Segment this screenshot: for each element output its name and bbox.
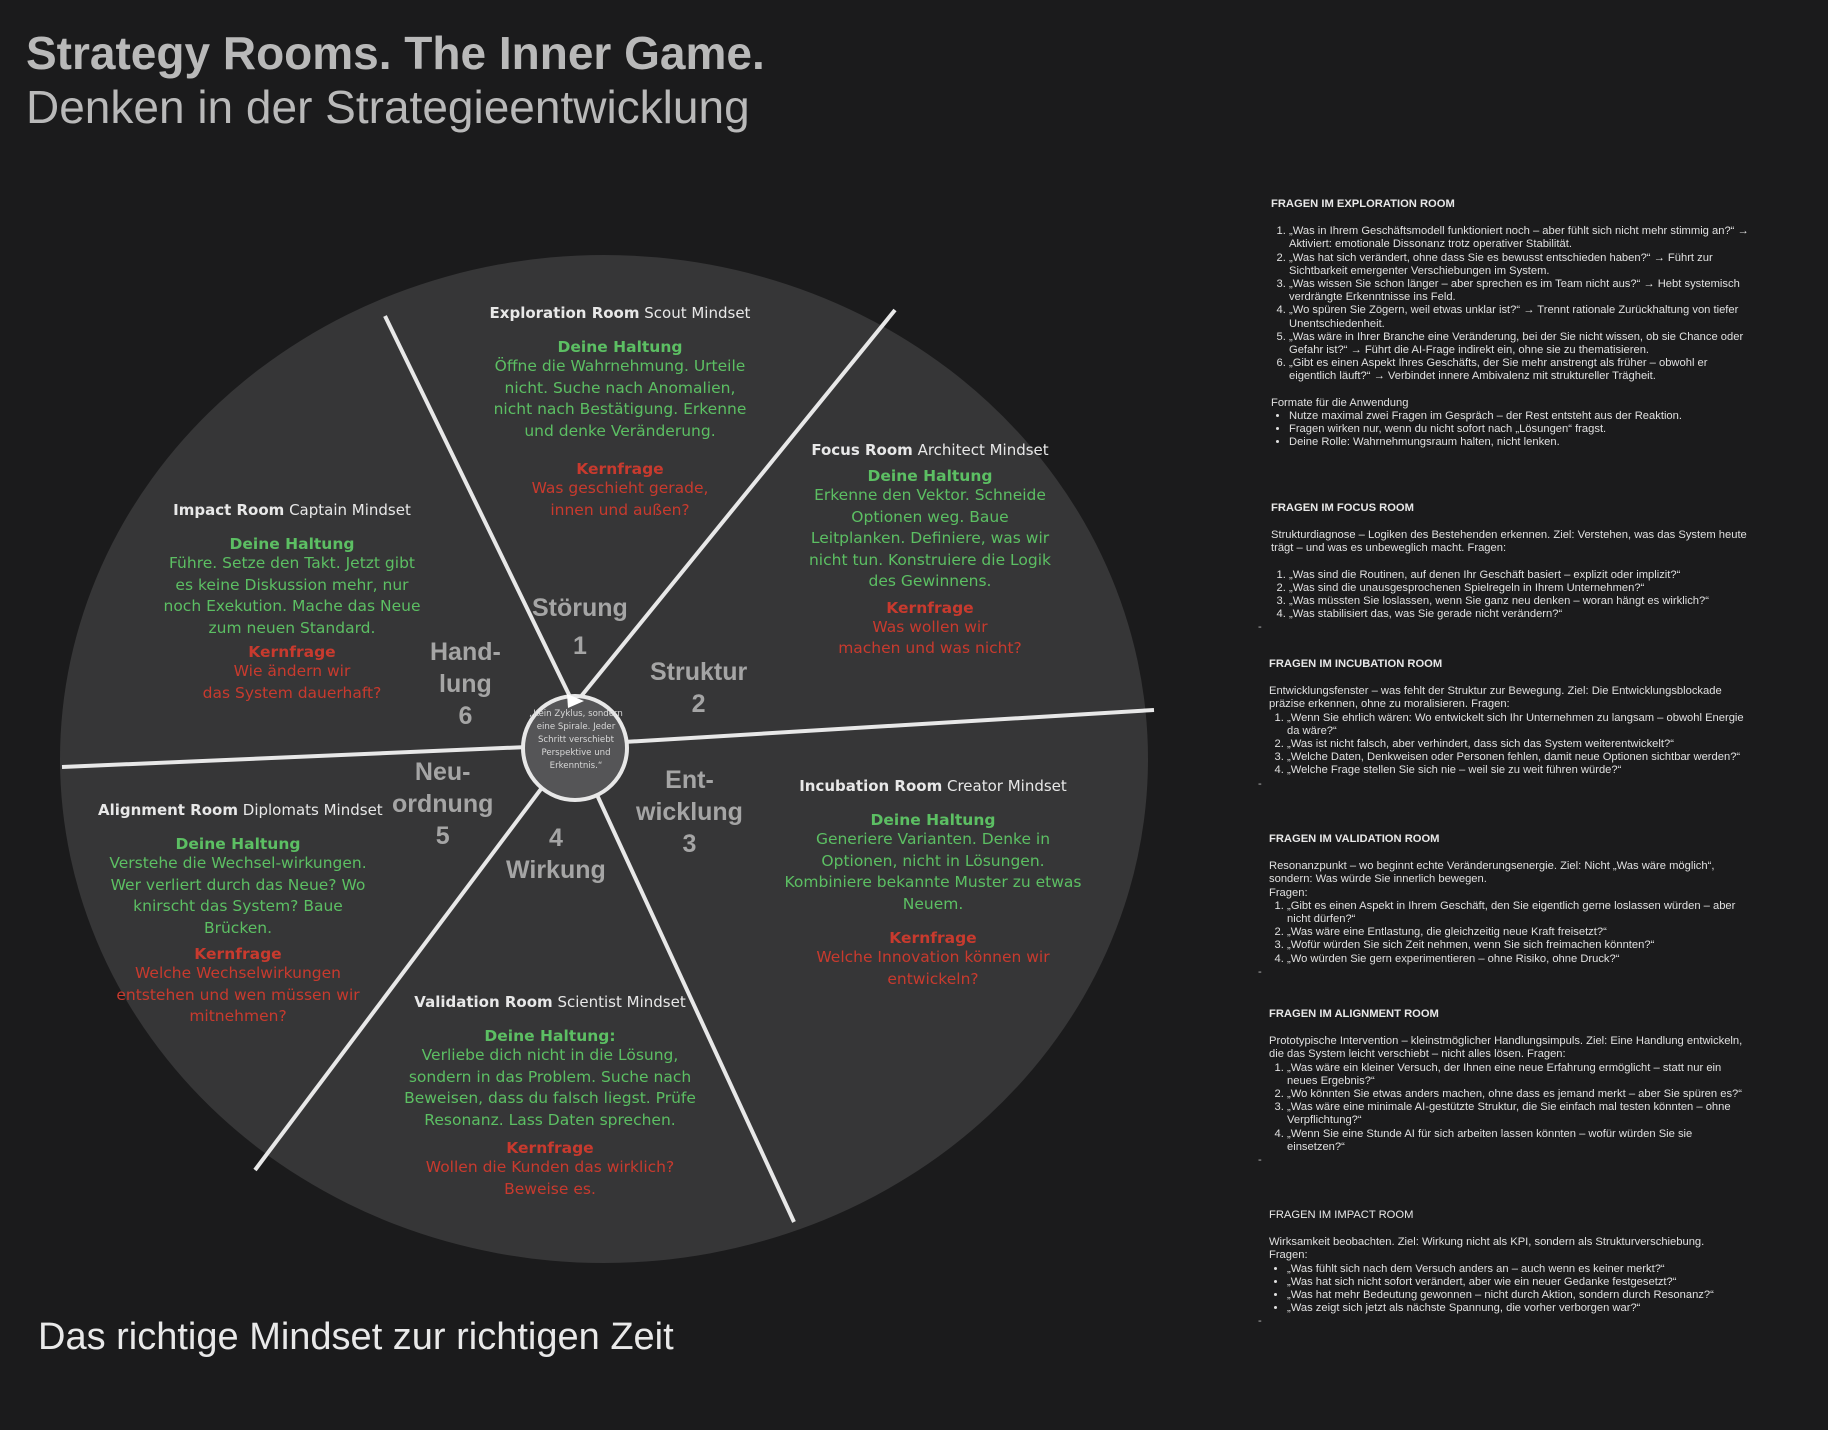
section-heading: FRAGEN IM INCUBATION ROOM [1269, 658, 1443, 670]
question-item: 1. „Was in Ihrem Geschäftsmodell funktioniert noch – aber fühlt sich nicht mehr stimmig an?“ → Aktiviert: emotionale Dissonanz trotz operativer Stabilität. [1289, 225, 1751, 251]
question-item: 2. „Was ist nicht falsch, aber verhindert, dass sich das System weiterentwickelt?“ [1287, 738, 1749, 751]
stage-label: wicklung [636, 798, 743, 826]
section-focus [1258, 502, 1751, 635]
room-title: Validation Room Scientist Mindset [414, 993, 686, 1011]
room-title: Alignment Room Diplomats Mindset [98, 801, 383, 819]
section-impact [1258, 1209, 1749, 1329]
kernfrage-text: Was wollen wir machen und was nicht? [838, 617, 1022, 657]
question-item: 2. „Was sind die unausgesprochenen Spielregeln in Ihrem Unternehmen?“ [1289, 582, 1751, 595]
section-validation [1258, 833, 1749, 979]
question-item: 4. „Welche Frage stellen Sie sich nie – weil sie zu weit führen würde?“ [1287, 764, 1749, 777]
section-heading: FRAGEN IM EXPLORATION ROOM [1271, 198, 1455, 210]
room-title: Focus Room Architect Mindset [811, 441, 1049, 459]
separator-dash: - [1258, 1154, 1262, 1167]
haltung-label: Deine Haltung [175, 835, 301, 853]
stage-label: Störung [532, 594, 628, 622]
separator-dash: - [1258, 621, 1262, 634]
section-intro: Resonanzpunkt – wo beginnt echte Veränderungsenergie. Ziel: Nicht „Was wäre möglich“, sondern: Was würde Sie innerlich bewegen. [1269, 860, 1715, 886]
kernfrage-label: Kernfrage [248, 643, 336, 661]
haltung-text: Erkenne den Vektor. Schneide Optionen weg. Baue Leitplanken. Definiere, was wir nicht tun. Konstruiere die Logik des Gewinnens. [808, 486, 1052, 590]
stage-6 [430, 636, 501, 732]
stage-label: Wirkung [506, 856, 606, 884]
section-intro: Fragen: [1269, 886, 1308, 899]
separator-dash: - [1258, 965, 1262, 978]
stage-5 [392, 756, 493, 852]
stage-label: Neu- [414, 758, 471, 786]
section-exploration [1271, 198, 1751, 449]
haltung-text: Öffne die Wahrnehmung. Urteile nicht. Suche nach Anomalien, nicht nach Bestätigung. Erkenne und denke Veränderung. [493, 357, 747, 440]
section-intro: Strukturdiagnose – Logiken des Bestehenden erkennen. Ziel: Verstehen, was das System heute trägt – und was es unbeweglich macht. Fragen: [1271, 529, 1747, 555]
section-heading: FRAGEN IM IMPACT ROOM [1269, 1209, 1414, 1221]
room-title: Impact Room Captain Mindset [173, 501, 411, 519]
question-item: 1. „Was wäre ein kleiner Versuch, der Ihnen eine neue Erfahrung ermöglicht – statt nur ein neues Ergebnis?“ [1287, 1062, 1749, 1088]
question-item: 3. „Wofür würden Sie sich Zeit nehmen, wenn Sie sich freimachen könnten?“ [1287, 939, 1749, 952]
question-item: 3. „Welche Daten, Denkweisen oder Personen fehlen, damit neue Optionen sichtbar werden?“ [1287, 751, 1749, 764]
kernfrage-text: Was geschieht gerade, innen und außen? [531, 479, 709, 519]
formats-list [1271, 410, 1751, 450]
stage-number: 1 [572, 632, 587, 660]
format-item: • Nutze maximal zwei Fragen im Gespräch – der Rest entsteht aus der Reaktion. [1289, 410, 1751, 423]
section-intro: Wirksamkeit beobachten. Ziel: Wirkung nicht als KPI, sondern als Strukturverschiebung. [1269, 1236, 1705, 1249]
kernfrage-text: Welche Innovation können wir entwickeln? [816, 948, 1050, 988]
kernfrage-label: Kernfrage [194, 945, 282, 963]
haltung-text: Verliebe dich nicht in die Lösung, sondern in das Problem. Suche nach Beweisen, dass du falsch liegst. Prüfe Resonanz. Lass Daten sprechen. [404, 1046, 696, 1129]
center-quote: „Kein Zyklus, sondern eine Spirale. Jeder Schritt verschiebt Perspektive und Erkenntnis.“ [529, 709, 623, 771]
kernfrage-text: Wie ändern wir das System dauerhaft? [202, 662, 382, 702]
room-title: Incubation Room Creator Mindset [799, 777, 1067, 795]
stage-label: Struktur [650, 658, 748, 686]
question-list [1269, 1263, 1749, 1316]
haltung-label: Deine Haltung [229, 535, 355, 553]
haltung-text: Führe. Setze den Takt. Jetzt gibt es keine Diskussion mehr, nur noch Exekution. Mache das Neue zum neuen Standard. [163, 554, 421, 637]
haltung-label: Deine Haltung [870, 811, 996, 829]
footer-tagline: Das richtige Mindset zur richtigen Zeit [38, 1316, 674, 1358]
kernfrage-label: Kernfrage [889, 929, 977, 947]
stage-4 [506, 822, 606, 886]
section-intro: Entwicklungsfenster – was fehlt der Struktur zur Bewegung. Ziel: Die Entwicklungsblockade präzise erkennen, ohne zu moralisieren. Fragen: [1269, 685, 1722, 711]
question-item: 2. „Wo könnten Sie etwas anders machen, ohne dass es jemand merkt – aber Sie spüren es?“ [1287, 1088, 1749, 1101]
question-list [1269, 1062, 1749, 1154]
kernfrage-text: Wollen die Kunden das wirklich? Beweise es. [425, 1158, 675, 1198]
stage-number: 6 [458, 702, 473, 730]
question-list [1271, 569, 1751, 622]
stage-number: 5 [435, 822, 450, 850]
room-exploration [460, 304, 780, 521]
question-item: 1. „Wenn Sie ehrlich wären: Wo entwickelt sich Ihr Unternehmen zu langsam – obwohl Energie da wäre?“ [1287, 712, 1749, 738]
question-item: 3. „Was wissen Sie schon länger – aber sprechen es im Team nicht aus?“ → Hebt systemisch verdrängte Erkenntnisse ins Feld. [1289, 278, 1751, 304]
kernfrage-label: Kernfrage [506, 1139, 594, 1157]
question-list [1269, 900, 1749, 966]
question-item: • „Was hat sich nicht sofort verändert, aber wie ein neuer Gedanke festgesetzt?“ [1287, 1276, 1749, 1289]
page-title: Strategy Rooms. The Inner Game. [26, 27, 765, 79]
section-intro: Fragen: [1269, 1249, 1308, 1262]
stage-2 [650, 656, 747, 720]
separator-dash: - [1258, 777, 1262, 790]
question-item: 1. „Gibt es einen Aspekt in Ihrem Geschäft, den Sie eigentlich gerne loslassen würden – aber nicht dürfen?“ [1287, 900, 1749, 926]
room-alignment [98, 801, 383, 1028]
room-focus [780, 441, 1080, 660]
question-item: 6. „Gibt es einen Aspekt Ihres Geschäfts, der Sie mehr anstrengt als früher – obwohl er eigentlich läuft?“ → Verbindet innere Ambivalenz mit struktureller Trägheit. [1289, 357, 1751, 383]
section-heading: FRAGEN IM FOCUS ROOM [1271, 502, 1414, 514]
format-item: • Deine Rolle: Wahrnehmungsraum halten, nicht lenken. [1289, 436, 1751, 449]
format-item: • Fragen wirken nur, wenn du nicht sofort nach „Lösungen“ fragst. [1289, 423, 1751, 436]
question-item: 3. „Was wäre eine minimale AI-gestützte Struktur, die Sie einfach mal testen könnten – ohne Verpflichtung?“ [1287, 1101, 1749, 1127]
stage-label: lung [439, 670, 492, 698]
stage-3 [636, 764, 743, 860]
question-item: 5. „Was wäre in Ihrer Branche eine Veränderung, bei der Sie nicht wissen, ob sie Chance oder Gefahr ist?“ → Führt die AI-Frage indirekt ein, ohne sie zu thematisieren. [1289, 331, 1751, 357]
kernfrage-label: Kernfrage [576, 460, 664, 478]
separator-dash: - [1258, 1315, 1262, 1328]
question-item: • „Was fühlt sich nach dem Versuch anders an – auch wenn es keiner merkt?“ [1287, 1263, 1749, 1276]
section-heading: FRAGEN IM VALIDATION ROOM [1269, 833, 1440, 845]
question-item: 1. „Was sind die Routinen, auf denen Ihr Geschäft basiert – explizit oder implizit?“ [1289, 569, 1751, 582]
stage-number: 2 [691, 690, 706, 718]
question-item: 3. „Was müssten Sie loslassen, wenn Sie ganz neu denken – woran hängt es wirklich?“ [1289, 595, 1751, 608]
stage-label: Ent- [665, 766, 714, 794]
stage-label: Hand- [430, 638, 501, 666]
stage-label: ordnung [392, 790, 494, 818]
question-item: • „Was hat mehr Bedeutung gewonnen – nicht durch Aktion, sondern durch Resonanz?“ [1287, 1289, 1749, 1302]
question-item: 4. „Wenn Sie eine Stunde AI für sich arbeiten lassen könnten – wofür würden Sie sie einsetzen?“ [1287, 1128, 1749, 1154]
section-alignment [1258, 1008, 1749, 1167]
question-list [1269, 712, 1749, 778]
stage-1 [532, 592, 628, 662]
question-item: • „Was zeigt sich jetzt als nächste Spannung, die vorher verborgen war?“ [1287, 1302, 1749, 1315]
question-item: 4. „Wo spüren Sie Zögern, weil etwas unklar ist?“ → Trennt rationale Zurückhaltung von tiefer Unentschiedenheit. [1289, 304, 1751, 330]
question-item: 4. „Wo würden Sie gern experimentieren – ohne Risiko, ohne Druck?“ [1287, 953, 1749, 966]
section-incubation [1258, 658, 1749, 791]
stage-number: 4 [548, 824, 563, 852]
haltung-text: Verstehe die Wechsel-wirkungen. Wer verliert durch das Neue? Wo knirscht das System? Baue Brücken. [109, 854, 367, 937]
formats-label: Formate für die Anwendung [1271, 396, 1409, 409]
page-subtitle: Denken in der Strategieentwicklung [26, 81, 750, 133]
question-item: 4. „Was stabilisiert das, was Sie gerade nicht verändern?“ [1289, 608, 1751, 621]
haltung-text: Generiere Varianten. Denke in Optionen, nicht in Lösungen. Kombiniere bekannte Muster zu etwas Neuem. [784, 830, 1082, 913]
room-impact [152, 501, 432, 704]
haltung-label: Deine Haltung [557, 338, 683, 356]
stage-number: 3 [682, 830, 697, 858]
haltung-label: Deine Haltung: [484, 1027, 616, 1045]
room-validation [390, 993, 710, 1200]
haltung-label: Deine Haltung [867, 467, 993, 485]
question-item: 2. „Was hat sich verändert, ohne dass Sie es bewusst entschieden haben?“ → Führt zur Sichtbarkeit emergenter Verschiebungen im System. [1289, 252, 1751, 278]
kernfrage-label: Kernfrage [886, 598, 974, 617]
room-incubation [780, 777, 1086, 990]
question-item: 2. „Was wäre eine Entlastung, die gleichzeitig neue Kraft freisetzt?“ [1287, 926, 1749, 939]
section-intro: Prototypische Intervention – kleinstmöglicher Handlungsimpuls. Ziel: Eine Handlung entwickeln, die das System leicht verschiebt – nicht alles lösen. Fragen: [1269, 1035, 1743, 1061]
question-list [1271, 225, 1751, 383]
room-title: Exploration Room Scout Mindset [489, 304, 751, 322]
section-heading: FRAGEN IM ALIGNMENT ROOM [1269, 1008, 1439, 1020]
kernfrage-text: Welche Wechselwirkungen entstehen und wen müssen wir mitnehmen? [116, 964, 360, 1025]
